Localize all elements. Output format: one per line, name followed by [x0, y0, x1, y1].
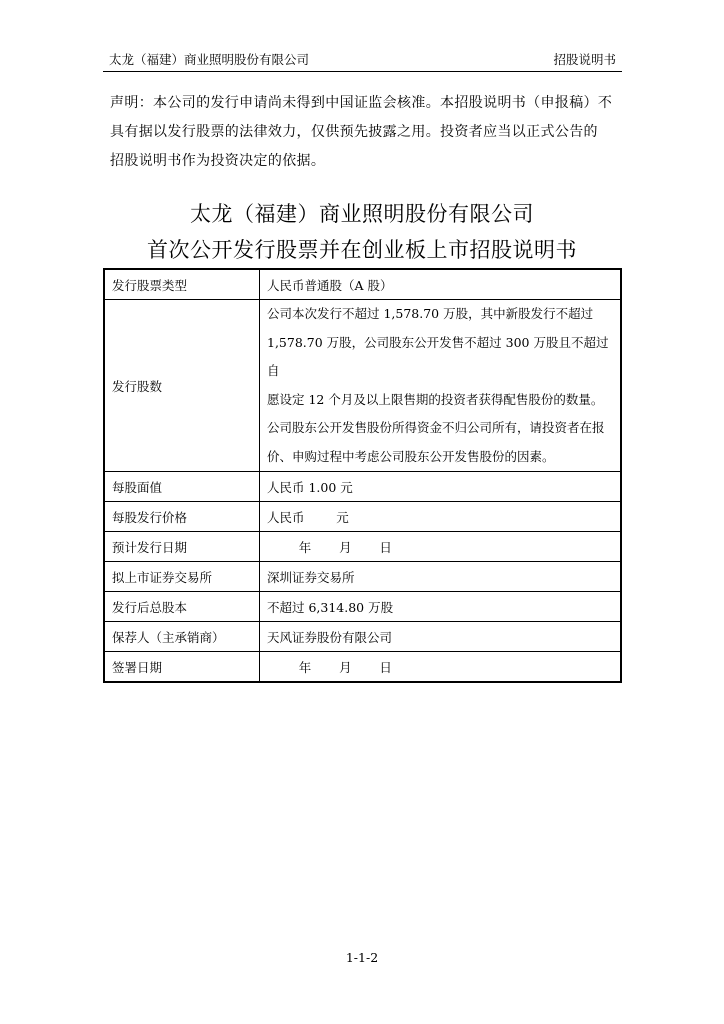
row-label: 每股发行价格	[104, 502, 260, 532]
row-label: 保荐人（主承销商）	[104, 622, 260, 652]
row-value: 年 月 日	[260, 532, 622, 562]
row-value: 人民币 元	[260, 502, 622, 532]
issue-shares-paragraph-2: 公司股东公开发售股份所得资金不归公司所有，请投资者在报 价、申购过程中考虑公司股东公开发售股份的因素。	[267, 420, 605, 464]
row-value: 天风证券股份有限公司	[260, 622, 622, 652]
row-label: 每股面值	[104, 472, 260, 502]
row-value: 年 月 日	[260, 652, 622, 683]
row-label: 拟上市证券交易所	[104, 562, 260, 592]
table-row	[104, 592, 621, 622]
table-row	[104, 502, 621, 532]
table-row	[104, 269, 621, 300]
disclaimer-statement: 声明：本公司的发行申请尚未得到中国证监会核准。本招股说明书（申报稿）不 具有据以发行股票的法律效力，仅供预先披露之用。投资者应当以正式公告的 招股说明书作为投资决定的依据。	[110, 95, 613, 169]
issue-shares-paragraph-1: 公司本次发行不超过 1,578.70 万股，其中新股发行不超过 1,578.70 万股，公司股东公开发售不超过 300 万股且不超过自 愿设定 12 个月及以上限售期的投资者获得配售股份的数量。	[267, 306, 609, 407]
header-document-type: 招股说明书	[553, 52, 616, 67]
table-row	[104, 532, 621, 562]
row-value: 人民币普通股（A 股）	[260, 269, 622, 300]
document-title-prospectus: 首次公开发行股票并在创业板上市招股说明书	[147, 238, 577, 262]
row-value: 不超过 6,314.80 万股	[260, 592, 622, 622]
table-row	[104, 300, 621, 472]
header-company-name: 太龙（福建）商业照明股份有限公司	[109, 52, 310, 67]
table-row	[104, 652, 621, 683]
row-value: 人民币 1.00 元	[260, 472, 622, 502]
table-row	[104, 562, 621, 592]
row-value	[260, 300, 622, 472]
page-header	[103, 49, 622, 72]
row-label: 发行股票类型	[104, 269, 260, 300]
page-number: 1-1-2	[345, 950, 379, 965]
document-title-company: 太龙（福建）商业照明股份有限公司	[190, 202, 534, 226]
row-value: 深圳证券交易所	[260, 562, 622, 592]
row-label: 发行后总股本	[104, 592, 260, 622]
row-label: 签署日期	[104, 652, 260, 683]
row-label: 发行股数	[104, 300, 260, 472]
table-row	[104, 622, 621, 652]
row-label: 预计发行日期	[104, 532, 260, 562]
table-row	[104, 472, 621, 502]
offering-info-table	[103, 268, 622, 683]
